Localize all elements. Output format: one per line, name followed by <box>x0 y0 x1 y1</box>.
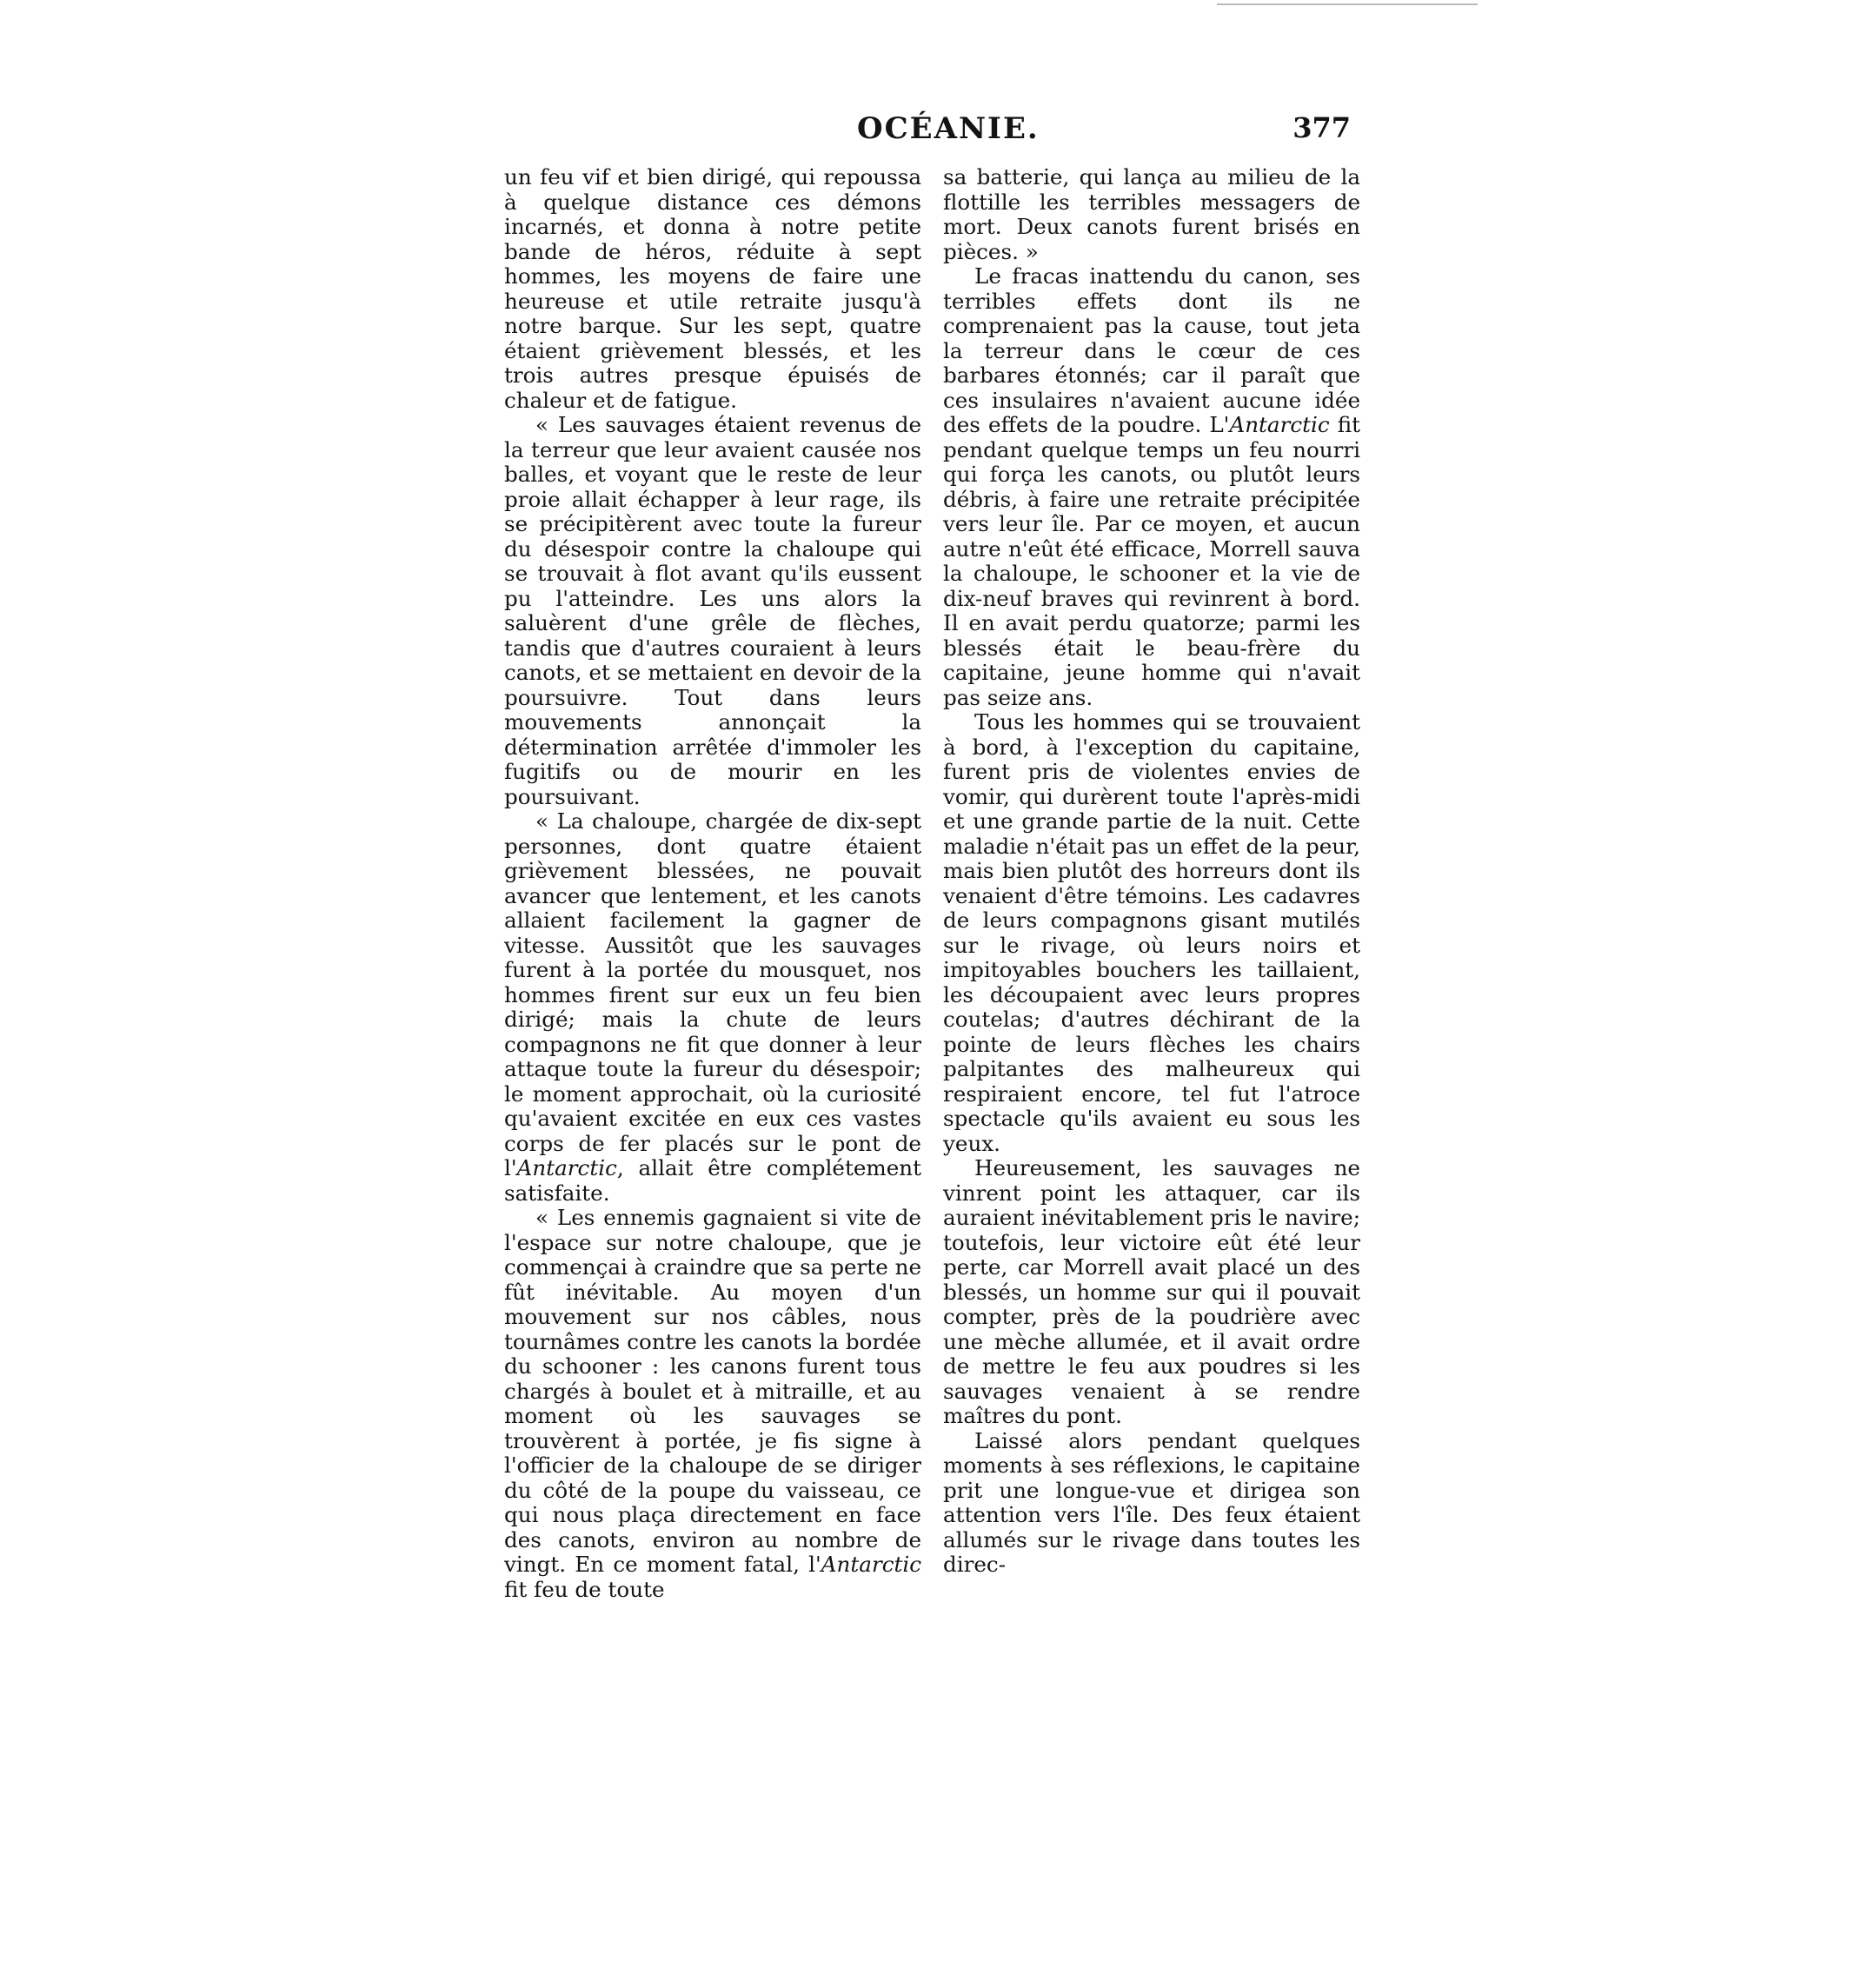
paragraph: un feu vif et bien dirigé, qui repoussa à quelque distance ces démons incarnés, et donna à notre petite bande de héros, réduite à sept hommes, les moyens de faire une heureuse et utile retraite jusqu'à notre barque. Sur les sept, quatre étaient grièvement blessés, et les trois autres presque épuisés de chaleur et de fatigue. <box>504 164 921 413</box>
paragraph: Tous les hommes qui se trouvaient à bord, à l'exception du capitaine, furent pris de violentes envies de vomir, qui durèrent toute l'après-midi et une grande partie de la nuit. Cette maladie n'était pas un effet de la peur, mais bien plutôt des horreurs dont ils venaient d'être témoins. Les cadavres de leurs compagnons gisant mutilés sur le rivage, où leurs noirs et impitoyables bouchers les taillaient, les découpaient avec leurs propres coutelas; d'autres déchirant de la pointe de leurs flèches les chairs palpitantes des malheureux qui respiraient encore, tel fut l'atroce spectacle qu'ils avaient eu sous les yeux. <box>943 709 1360 1156</box>
page-number: 377 <box>1292 111 1351 144</box>
page-header <box>495 111 1365 146</box>
paragraph <box>943 264 1360 710</box>
running-title: OCÉANIE. <box>857 111 1040 146</box>
left-column <box>504 165 921 1602</box>
paragraph-text: Le fracas inattendu du canon, ses terribles effets dont ils ne comprenaient pas la cause, tout jeta la terreur dans le cœur de ces barbares étonnés; car il paraît que ces insulaires n'avaient aucune idée des effets de la poudre. L' <box>943 263 1360 437</box>
ship-name: Antarctic <box>1229 412 1330 437</box>
paragraph-text: « La chaloupe, chargée de dix-sept personnes, dont quatre étaient grièvement blessées, ne pouvait avancer que lentement, et les canots allaient facilement la gagner de vitesse. Aussitôt que les sauvages furent à la portée du mousquet, nos hommes firent sur eux un feu bien dirigé; mais la chute de leurs compagnons ne fit que donner à leur attaque toute la fureur du désespoir; le moment approchait, où la curiosité qu'avaient excitée en eux ces vastes corps de fer placés sur le pont de l' <box>504 808 921 1180</box>
paragraph: Heureusement, les sauvages ne vinrent point les attaquer, car ils auraient inévitablement pris le navire; toutefois, leur victoire eût été leur perte, car Morrell avait placé un des blessés, un homme sur qui il pouvait compter, près de la poudrière avec une mèche allumée, et il avait ordre de mettre le feu aux poudres si les sauvages venaient à se rendre maîtres du pont. <box>943 1155 1360 1428</box>
paragraph: sa batterie, qui lança au milieu de la flottille les terribles messagers de mort. Deux canots furent brisés en pièces. » <box>943 164 1360 264</box>
paragraph-text: fit pendant quelque temps un feu nourri qui força les canots, ou plutôt leurs débris, à faire une retraite précipitée vers leur île. Par ce moyen, et aucun autre n'eût été efficace, Morrell sauva la chaloupe, le schooner et la vie de dix-neuf braves qui revinrent à bord. Il en avait perdu quatorze; parmi les blessés était le beau-frère du capitaine, jeune homme qui n'avait pas seize ans. <box>943 412 1360 710</box>
paragraph <box>504 809 921 1206</box>
paragraph: Laissé alors pendant quelques moments à ses réflexions, le capitaine prit une longue-vue et dirigea son attention vers l'île. Des feux étaient allumés sur le rivage dans toutes les direc- <box>943 1427 1360 1577</box>
scan-edge-mark <box>1217 3 1478 5</box>
paragraph <box>504 1206 921 1602</box>
paragraph-text: « Les ennemis gagnaient si vite de l'espace sur notre chaloupe, que je commençai à craindre que sa perte ne fût inévitable. Au moyen d'un mouvement sur nos câbles, nous tournâmes contre les canots la bordée du schooner : les canons furent tous chargés à boulet et à mitraille, et au moment où les sauvages se trouvèrent à portée, je fis signe à l'officier de la chaloupe de se diriger du côté de la poupe du vaisseau, ce qui nous plaça directement en face des canots, environ au nombre de vingt. En ce moment fatal, l' <box>504 1205 921 1577</box>
paragraph-text: , allait être complétement satisfaite. <box>504 1155 921 1206</box>
ship-name: Antarctic <box>516 1155 617 1180</box>
right-column <box>943 165 1360 1578</box>
ship-name: Antarctic <box>821 1552 921 1577</box>
paragraph: « Les sauvages étaient revenus de la terreur que leur avaient causée nos balles, et voyant que le reste de leur proie allait échapper à leur rage, ils se précipitèrent avec toute la fureur du désespoir contre la chaloupe qui se trouvait à flot avant qu'ils eussent pu l'atteindre. Les uns alors la saluèrent d'une grêle de flèches, tandis que d'autres couraient à leurs canots, et se mettaient en devoir de la poursuivre. Tout dans leurs mouvements annonçait la détermination arrêtée d'immoler les fugitifs ou de mourir en les poursuivant. <box>504 412 921 809</box>
paragraph-text: fit feu de toute <box>504 1576 665 1602</box>
